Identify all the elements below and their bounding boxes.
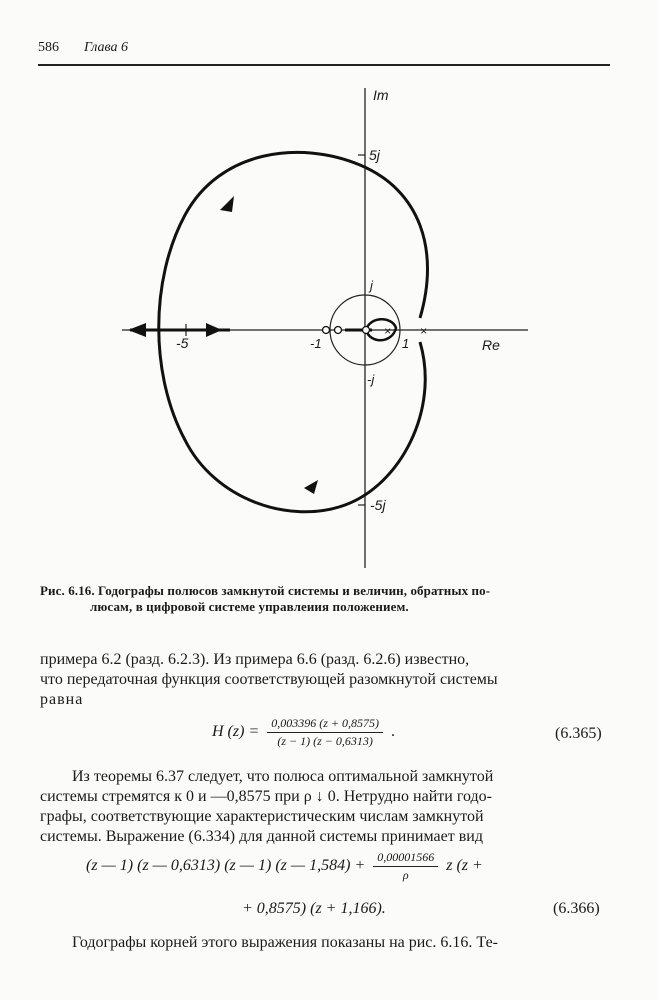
page-number: 586 — [38, 40, 59, 55]
eq366-part2: z (z + — [446, 857, 483, 875]
svg-text:×: × — [420, 324, 428, 338]
text-line: системы стремятся к 0 и —0,8575 при ρ ↓ 0. Нетрудно найти годо- — [40, 788, 492, 805]
paragraph-2 — [40, 767, 620, 847]
chapter-title: Глава 6 — [84, 40, 128, 55]
text-line: Годографы корней этого выражения показаны на рис. 6.16. Те- — [72, 934, 498, 951]
caption-line-2: люсам, в цифровой системе управлеиия положением. — [90, 599, 409, 614]
paragraph-1 — [40, 650, 620, 710]
eq366-denominator: ρ — [402, 868, 409, 882]
figure-caption — [40, 583, 620, 615]
tick-j: j — [370, 278, 373, 293]
text-line: равна — [40, 691, 84, 708]
tick-5j: 5j — [369, 147, 380, 163]
svg-text:×: × — [384, 324, 392, 338]
text-line: что передаточная функция соответствующей разомкнутой системы — [40, 671, 498, 688]
tick-minus-j: -j — [367, 372, 375, 387]
tick-minus-5j: -5j — [370, 497, 386, 513]
equation-6-365: H (z) = $\frac{0,003396 (z + 0,8575)}{(z - 1) (z - 0,6313)}$ . — [212, 716, 395, 748]
eq365-fraction — [267, 716, 383, 749]
text-line: графы, соответствующие характеристическим числам замкнутой — [40, 808, 484, 825]
tick-1: 1 — [402, 336, 410, 351]
eq365-number: (6.365) — [555, 725, 602, 742]
tick-minus-5: -5 — [176, 335, 189, 351]
imag-axis-label: Im — [373, 87, 389, 103]
eq366-part1: (z — 1) (z — 0,6313) (z — 1) (z — 1,584) + — [86, 857, 366, 875]
eq366-number: (6.366) — [553, 900, 600, 917]
text-line: Из теоремы 6.37 следует, что полюса оптимальной замкнутой — [72, 768, 494, 785]
eq366-line2: + 0,8575) (z + 1,166). — [242, 900, 386, 917]
eq365-denominator: (z − 1) (z − 0,6313) — [277, 734, 373, 748]
zero-marker — [363, 327, 370, 334]
tick-minus-1: -1 — [310, 336, 322, 351]
caption-line-1: Рис. 6.16. Годографы полюсов замкнутой системы и величин, обратных по- — [40, 583, 491, 598]
equation-6-366 — [86, 850, 483, 883]
paragraph-3 — [40, 933, 620, 953]
zero-marker — [335, 327, 342, 334]
text-line: примера 6.2 (разд. 6.2.3). Из примера 6.6 (разд. 6.2.6) известно, — [40, 651, 470, 668]
text-line: системы. Выражение (6.334) для данной системы принимает вид — [40, 828, 483, 845]
eq366-numerator: 0,00001566 — [373, 850, 438, 867]
eq365-numerator: 0,003396 (z + 0,8575) — [267, 716, 383, 733]
zero-marker — [323, 327, 330, 334]
eq366-fraction — [373, 850, 438, 883]
eq365-lhs: H (z) = — [212, 723, 260, 741]
real-axis-label: Re — [482, 337, 500, 353]
